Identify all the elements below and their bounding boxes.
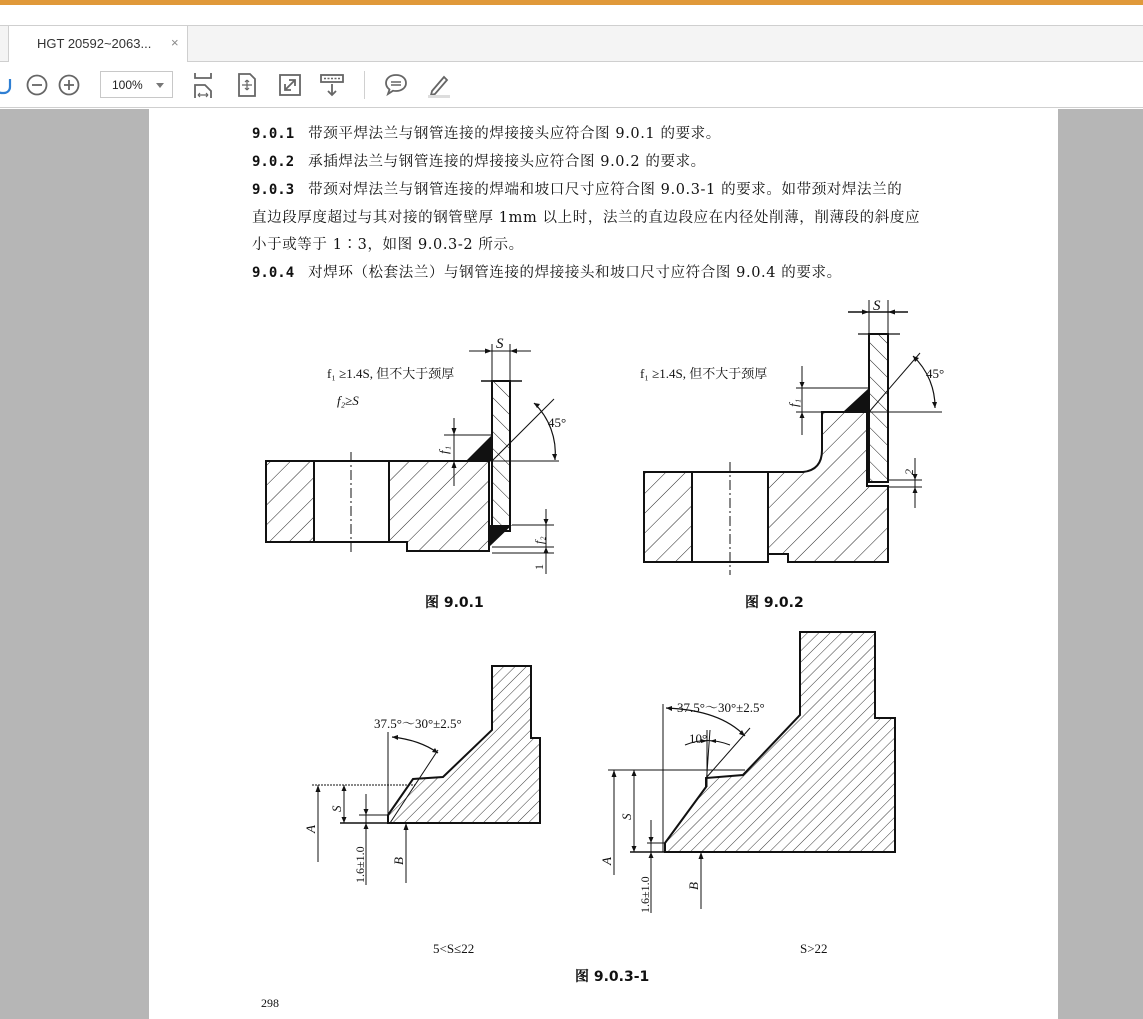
title-strip [0, 5, 1143, 25]
dim-2-label: 2 [902, 469, 916, 475]
zoom-level-select[interactable] [100, 71, 173, 98]
fullscreen-icon[interactable] [276, 71, 304, 99]
clause-text: 对焊环（松套法兰）与钢管连接的焊接接头和坡口尺寸应符合图 9.0.4 的要求。 [308, 265, 842, 281]
dim-s-label: S [619, 813, 634, 820]
dim-s-label: S [873, 298, 881, 314]
paragraph-9-0-3-line2 [252, 206, 920, 227]
close-icon[interactable]: × [171, 35, 179, 50]
hand-tool-icon[interactable] [0, 71, 18, 99]
dim-gap-label: 1.6±1.0 [353, 846, 367, 883]
angle-45-label: 45° [926, 366, 945, 381]
clause-number: 9.0.1 [252, 126, 295, 142]
toolbar [0, 62, 1143, 108]
paragraph-9-0-1 [252, 122, 721, 143]
paragraph-9-0-3 [252, 178, 902, 199]
pdf-page [149, 109, 1058, 1019]
fit-page-icon[interactable] [233, 71, 261, 99]
figure-9-0-1 [259, 334, 579, 584]
figure-9-0-2 [630, 290, 960, 570]
dim-f1-label: f₁ [786, 398, 801, 407]
note-f1: f₁ ≥1.4S, 但不大于颈厚 [327, 366, 455, 381]
angle-45-label: 45° [548, 415, 567, 430]
dim-gap-label: 1.6±1.0 [638, 876, 652, 913]
clause-text: 带颈平焊法兰与钢管连接的焊接接头应符合图 9.0.1 的要求。 [308, 126, 721, 142]
dim-a-label: A [303, 825, 318, 833]
note-f1: f₁ ≥1.4S, 但不大于颈厚 [640, 366, 768, 381]
page-number: 298 [261, 996, 279, 1010]
dim-f2-label: f₂ [532, 536, 546, 544]
dim-1-label: 1 [532, 564, 546, 570]
figure-caption-9-0-3-1: 图 9.0.3-1 [575, 969, 650, 985]
clause-text: 带颈对焊法兰与钢管连接的焊端和坡口尺寸应符合图 9.0.3-1 的要求。如带颈对焊法兰的 [308, 182, 903, 198]
clause-text: 直边段厚度超过与其对接的钢管壁厚 1mm 以上时，法兰的直边段应在内径处削薄，削薄段的斜度应 [252, 210, 921, 226]
dim-b-label: B [686, 882, 701, 890]
angle-10-label: 10° [689, 731, 708, 746]
clause-text: 承插焊法兰与钢管连接的焊接接头应符合图 9.0.2 的要求。 [308, 154, 706, 170]
toolbar-divider [364, 71, 365, 99]
document-viewer[interactable] [0, 109, 1143, 1019]
paragraph-9-0-2 [252, 150, 706, 171]
subcaption-large: S>22 [800, 941, 828, 956]
figure-caption-9-0-1: 图 9.0.1 [425, 595, 484, 611]
figure-9-0-3-1-large [600, 625, 910, 915]
clause-number: 9.0.2 [252, 154, 295, 170]
clause-text: 小于或等于 1∶3，如图 9.0.3-2 所示。 [252, 237, 524, 253]
chevron-down-icon [156, 83, 164, 88]
dim-s-label: S [496, 336, 504, 352]
paragraph-9-0-4 [252, 261, 842, 282]
zoom-level-value: 100% [112, 78, 143, 92]
angle-label: 37.5°～30°±2.5° [677, 700, 765, 715]
figure-9-0-3-1-small [300, 655, 560, 895]
note-f2: f₂≥S [337, 393, 359, 408]
fit-width-icon[interactable] [189, 71, 217, 99]
highlight-pen-icon[interactable] [424, 71, 452, 99]
scroll-mode-icon[interactable] [318, 71, 346, 99]
subcaption-small: 5<S≤22 [433, 941, 475, 956]
dim-f1-label: f₁ [436, 445, 451, 454]
comment-icon[interactable] [382, 71, 410, 99]
angle-label: 37.5°～30°±2.5° [374, 716, 462, 731]
dim-s-label: S [329, 805, 344, 812]
clause-number: 9.0.3 [252, 182, 295, 198]
dim-a-label: A [599, 857, 614, 865]
clause-number: 9.0.4 [252, 265, 295, 281]
dim-b-label: B [391, 857, 406, 865]
tab-bar [0, 25, 1143, 62]
zoom-out-icon[interactable] [23, 71, 51, 99]
zoom-in-icon[interactable] [55, 71, 83, 99]
tab-label: HGT 20592~2063... [37, 36, 152, 51]
figure-caption-9-0-2: 图 9.0.2 [745, 595, 804, 611]
paragraph-9-0-3-line3 [252, 233, 524, 254]
tab-document[interactable] [8, 25, 188, 62]
